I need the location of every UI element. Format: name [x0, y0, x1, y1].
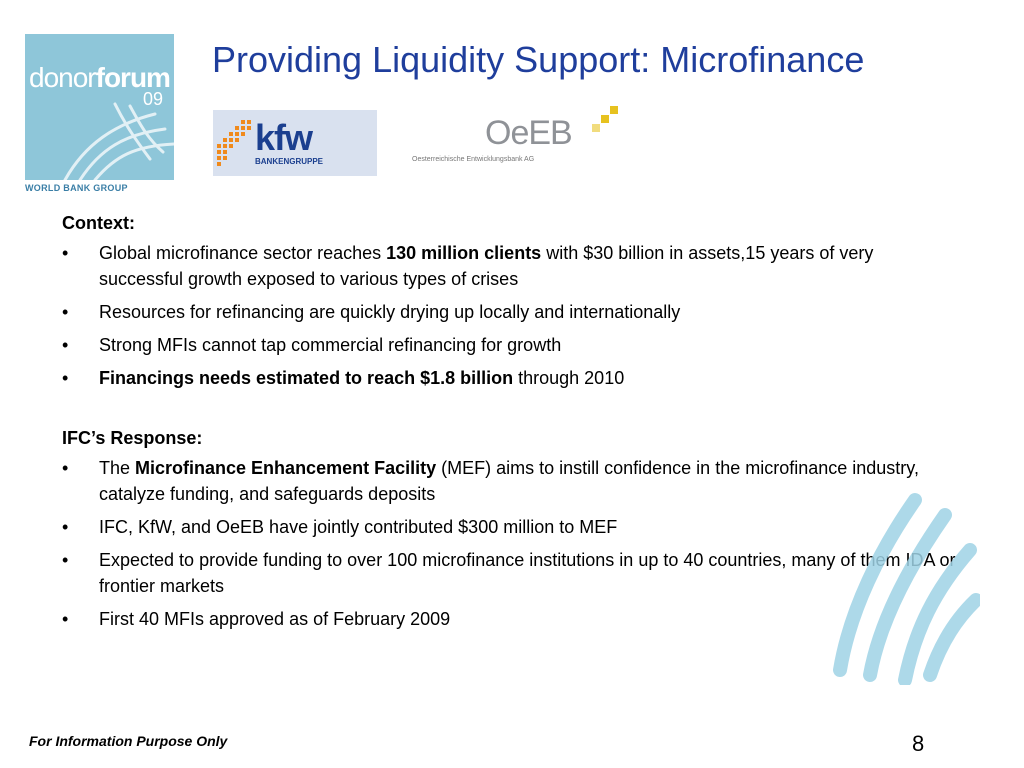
bullet-text: IFC, KfW, and OeEB have jointly contributed $300 million to MEF	[99, 517, 618, 537]
context-heading: Context:	[62, 213, 135, 233]
oeeb-subtitle: Oesterreichische Entwicklungsbank AG	[412, 156, 535, 163]
bullet-text: Strong MFIs cannot tap commercial refinancing for growth	[99, 335, 562, 355]
oeeb-logo	[412, 104, 622, 168]
kfw-wordmark: kfw	[255, 117, 313, 158]
bullet-icon: •	[62, 550, 69, 570]
footer-note: For Information Purpose Only	[29, 733, 228, 749]
bullet-icon: •	[62, 335, 69, 355]
world-bank-group-caption: WORLD BANK GROUP	[25, 183, 128, 193]
bullet-text: Global microfinance sector reaches	[99, 243, 387, 263]
oeeb-wordmark: OeEB	[485, 114, 572, 152]
hand-swoosh-decoration-icon	[820, 470, 980, 685]
list-item	[62, 332, 962, 358]
bullet-text: First 40 MFIs approved as of February 2009	[99, 609, 451, 629]
bullet-text: through 2010	[513, 368, 625, 388]
donorforum-logo	[25, 34, 174, 180]
bullet-text: The	[99, 458, 136, 478]
response-heading: IFC’s Response:	[62, 428, 203, 448]
oeeb-squares-icon	[590, 104, 622, 134]
bullet-icon: •	[62, 609, 69, 629]
bullet-text: with $30 billion in assets,15 years of very successful growth exposed to various types of crises	[99, 243, 874, 289]
bullet-icon: •	[62, 458, 69, 478]
bullet-text: Expected to provide funding to over 100 microfinance institutions in up to 40 countries, many of them IDA or frontier markets	[99, 550, 956, 596]
list-item	[62, 365, 962, 391]
donorforum-year: 09	[143, 89, 164, 109]
bullet-text: Resources for refinancing are quickly drying up locally and internationally	[99, 302, 681, 322]
kfw-logo	[213, 110, 377, 176]
list-item	[62, 240, 962, 292]
list-item	[62, 299, 962, 325]
kfw-subtitle: BANKENGRUPPE	[255, 157, 324, 166]
bullet-icon: •	[62, 243, 69, 263]
context-list	[62, 240, 962, 391]
bullet-emphasis: Financings needs estimated to reach $1.8 billion	[99, 368, 514, 388]
bullet-icon: •	[62, 368, 69, 388]
bullet-emphasis: Microfinance Enhancement Facility	[135, 458, 437, 478]
bullet-emphasis: 130 million clients	[386, 243, 542, 263]
bullet-icon: •	[62, 302, 69, 322]
slide-title: Providing Liquidity Support: Microfinance	[212, 39, 865, 80]
donorforum-wordmark: donorforum	[29, 62, 170, 93]
kfw-dots-icon	[217, 118, 253, 170]
bullet-icon: •	[62, 517, 69, 537]
bullet-text: (MEF) aims to instill confidence in the microfinance industry, catalyze funding, and safeguards deposits	[99, 458, 919, 504]
page-number: 8	[912, 731, 925, 756]
